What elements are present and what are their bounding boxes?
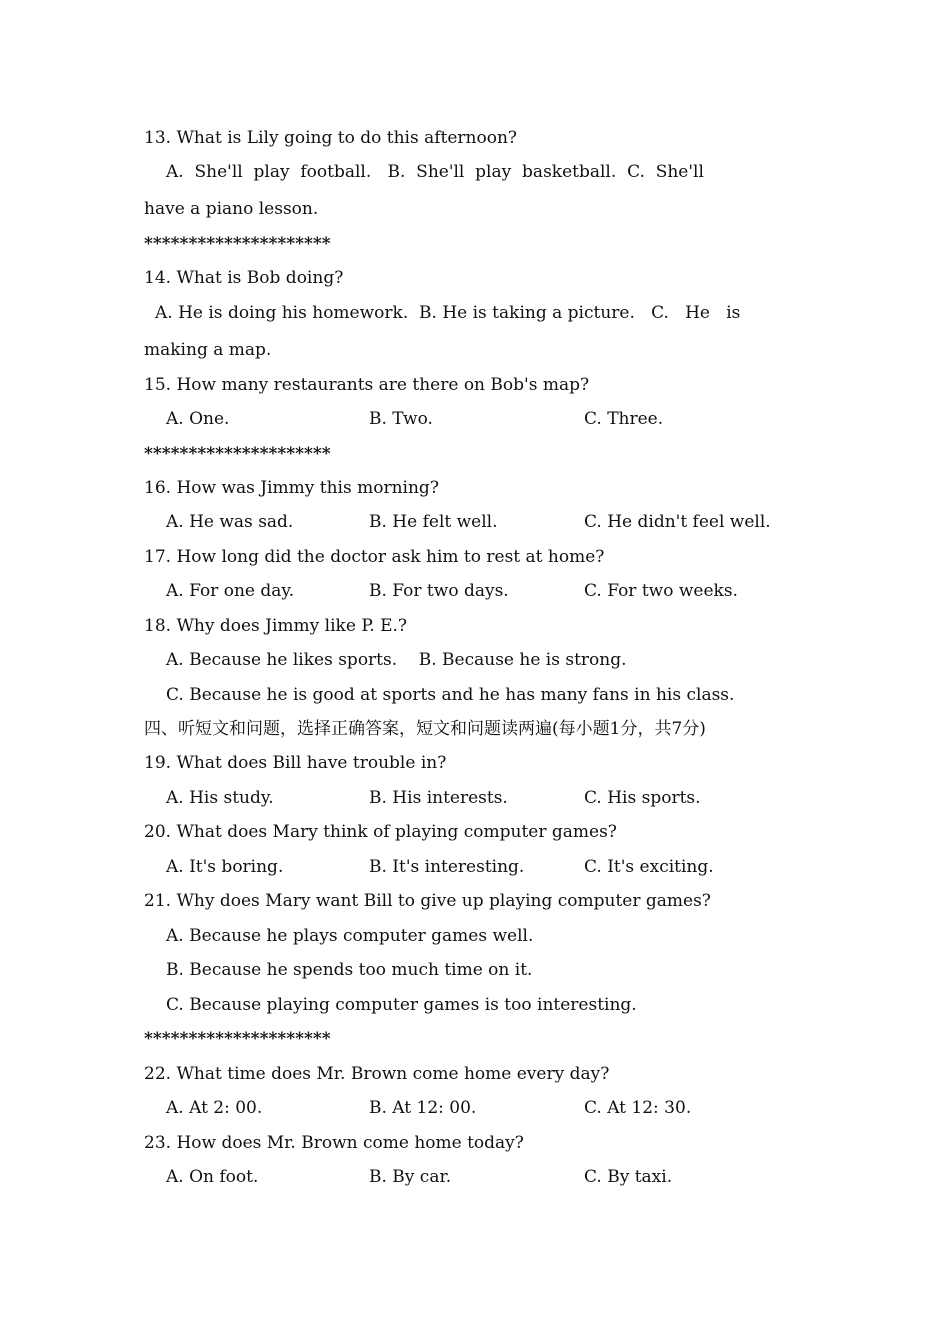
- option-a: A. His study.: [166, 788, 274, 808]
- option-a: A. He was sad.: [166, 512, 294, 532]
- option-c: C. His sports.: [584, 788, 701, 808]
- option-a: A. It's boring.: [166, 857, 284, 877]
- option-b: B. At 12: 00.: [369, 1098, 477, 1118]
- question-19: 19. What does Bill have trouble in?: [144, 753, 447, 773]
- option-b: B. It's interesting.: [369, 857, 525, 877]
- option-b: B. His interests.: [369, 788, 508, 808]
- question-14-options: A. He is doing his homework. B. He is taking a picture. C. He is: [155, 303, 741, 323]
- question-21-option-b: B. Because he spends too much time on it.: [166, 960, 533, 980]
- question-13: 13. What is Lily going to do this afternoon?: [144, 128, 518, 148]
- question-17: 17. How long did the doctor ask him to rest at home?: [144, 547, 605, 567]
- question-22-options: [0, 1097, 700, 1119]
- option-b: B. Two.: [369, 409, 433, 429]
- question-20: 20. What does Mary think of playing computer games?: [144, 822, 617, 842]
- option-a: A. On foot.: [166, 1167, 259, 1187]
- option-c: C. By taxi.: [584, 1167, 673, 1187]
- option-c: C. It's exciting.: [584, 857, 714, 877]
- question-14-options-continued: making a map.: [144, 340, 272, 360]
- option-b: B. For two days.: [369, 581, 509, 601]
- question-18-options-ab: A. Because he likes sports. B. Because he is strong.: [166, 650, 627, 670]
- question-13-options-continued: have a piano lesson.: [144, 199, 319, 219]
- question-22: 22. What time does Mr. Brown come home every day?: [144, 1064, 610, 1084]
- option-a: A. One.: [166, 409, 230, 429]
- question-15-options: [0, 408, 700, 430]
- question-16-options: [0, 511, 771, 533]
- question-20-options: [0, 856, 714, 878]
- question-15: 15. How many restaurants are there on Bob's map?: [144, 375, 590, 395]
- option-a: A. At 2: 00.: [166, 1098, 263, 1118]
- question-21-option-a: A. Because he plays computer games well.: [166, 926, 534, 946]
- option-c: C. At 12: 30.: [584, 1098, 692, 1118]
- separator-stars: *********************: [144, 444, 331, 464]
- option-b: B. By car.: [369, 1167, 452, 1187]
- question-16: 16. How was Jimmy this morning?: [144, 478, 439, 498]
- option-b: B. He felt well.: [369, 512, 498, 532]
- separator-stars: *********************: [144, 234, 331, 254]
- section-four-heading: 四、听短文和问题，选择正确答案，短文和问题读两遍(每小题1分，共7分): [144, 719, 706, 739]
- question-17-options: [0, 580, 738, 602]
- option-a: A. For one day.: [166, 581, 295, 601]
- question-13-options: A. She'll play football. B. She'll play basketball. C. She'll: [166, 162, 704, 182]
- question-19-options: [0, 787, 700, 809]
- question-21-option-c: C. Because playing computer games is too interesting.: [166, 995, 637, 1015]
- question-23: 23. How does Mr. Brown come home today?: [144, 1133, 524, 1153]
- question-18: 18. Why does Jimmy like P. E.?: [144, 616, 408, 636]
- question-14: 14. What is Bob doing?: [144, 268, 344, 288]
- separator-stars: *********************: [144, 1029, 331, 1049]
- option-c: C. Three.: [584, 409, 664, 429]
- question-18-option-c: C. Because he is good at sports and he has many fans in his class.: [166, 685, 735, 705]
- option-c: C. For two weeks.: [584, 581, 738, 601]
- question-23-options: [0, 1166, 700, 1188]
- option-c: C. He didn't feel well.: [584, 512, 771, 532]
- question-21: 21. Why does Mary want Bill to give up playing computer games?: [144, 891, 711, 911]
